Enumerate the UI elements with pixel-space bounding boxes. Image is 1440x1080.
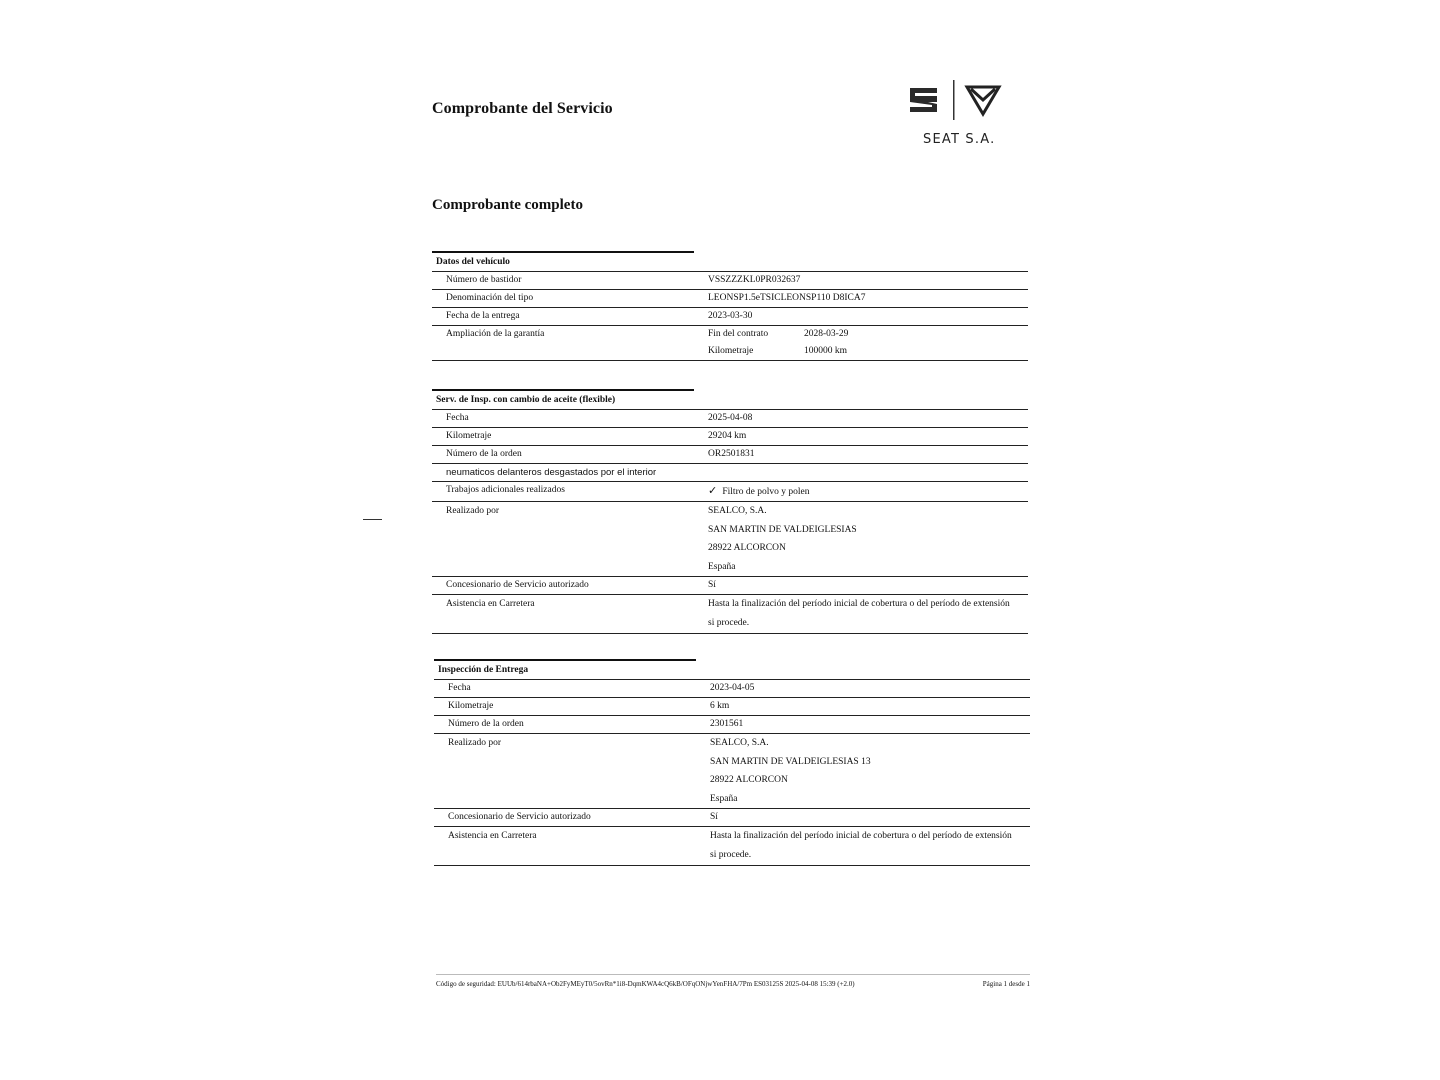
- di-by-label: Realizado por: [448, 738, 502, 748]
- type-row: [432, 290, 1028, 308]
- di-date-row: [434, 680, 1030, 698]
- di-order-row: [434, 716, 1030, 734]
- di-assist-row: [434, 827, 1030, 866]
- type-label: Denominación del tipo: [446, 293, 534, 303]
- assist-line: si procede.: [710, 850, 752, 860]
- di-order-value: 2301561: [710, 719, 744, 729]
- vin-label: Número de bastidor: [446, 275, 522, 285]
- di-dealer-row: [434, 809, 1030, 827]
- di-date-value: 2023-04-05: [710, 683, 755, 693]
- service-dealer-value: Sí: [708, 580, 716, 590]
- assist-line: Hasta la finalización del período inicial de cobertura o del período de extensión: [710, 831, 1012, 841]
- service-order-value: OR2501831: [708, 449, 755, 459]
- service-extra-value: [694, 482, 1028, 501]
- type-value: LEONSP1.5eTSICLEONSP110 D8ICA7: [708, 293, 866, 303]
- page-title: Comprobante del Servicio: [432, 100, 613, 117]
- brand-name: SEAT S.A.: [923, 132, 996, 147]
- service-order-row: [432, 446, 1028, 464]
- service-assist-label: Asistencia en Carretera: [446, 599, 535, 609]
- service-section: [432, 389, 1028, 634]
- service-dealer-label: Concesionario de Servicio autorizado: [446, 580, 589, 590]
- delivery-inspection-section: [434, 659, 1030, 866]
- assist-line: Hasta la finalización del período inicial de cobertura o del período de extensión: [708, 599, 1010, 609]
- warranty-km-value: 100000 km: [804, 346, 848, 356]
- service-km-row: [432, 428, 1028, 446]
- service-order-label: Número de la orden: [446, 449, 522, 459]
- di-date-label: Fecha: [448, 683, 471, 693]
- address-line: SEALCO, S.A.: [708, 506, 767, 516]
- assist-line: si procede.: [708, 618, 750, 628]
- di-km-label: Kilometraje: [448, 701, 494, 711]
- service-extra-row: [432, 482, 1028, 502]
- vin-value: VSSZZZKL0PR032637: [708, 275, 801, 285]
- di-dealer-value: Sí: [710, 812, 718, 822]
- service-km-label: Kilometraje: [446, 431, 492, 441]
- contract-end-value: 2028-03-29: [804, 329, 849, 339]
- footer: [436, 980, 1030, 988]
- service-note: neumaticos delanteros desgastados por el interior: [446, 467, 657, 478]
- margin-mark: [363, 519, 382, 520]
- checkmark-icon: ✓: [708, 484, 718, 497]
- contract-end-label: Fin del contrato: [708, 329, 769, 339]
- page-number: Página 1 desde 1: [982, 980, 1030, 988]
- address-line: SEALCO, S.A.: [710, 738, 769, 748]
- vin-row: [432, 272, 1028, 290]
- service-date-row: [432, 410, 1028, 428]
- address-line: SAN MARTIN DE VALDEIGLESIAS: [708, 524, 857, 535]
- seat-logo: [905, 80, 1015, 155]
- address-line: España: [708, 561, 736, 572]
- delivery-value: 2023-03-30: [708, 311, 753, 321]
- di-assist-value: [696, 827, 1030, 865]
- di-km-value: 6 km: [710, 701, 730, 711]
- service-dealer-row: [432, 577, 1028, 595]
- address-line: 28922 ALCORCON: [708, 543, 786, 553]
- di-by-value: [696, 734, 1030, 808]
- seat-cupra-logo-icon: [905, 80, 1015, 130]
- warranty-km-label: Kilometraje: [708, 346, 754, 356]
- vehicle-heading: Datos del vehículo: [432, 253, 1028, 272]
- address-line: 28922 ALCORCON: [710, 775, 788, 785]
- contract-end-line: [708, 326, 1028, 343]
- address-line: España: [710, 793, 738, 804]
- service-assist-value: [694, 595, 1028, 633]
- service-note-row: [432, 464, 1028, 482]
- delivery-label: Fecha de la entrega: [446, 311, 520, 321]
- di-order-label: Número de la orden: [448, 719, 524, 729]
- service-date-value: 2025-04-08: [708, 413, 753, 423]
- di-assist-label: Asistencia en Carretera: [448, 831, 537, 841]
- warranty-row: [432, 326, 1028, 361]
- warranty-value: [694, 326, 1028, 360]
- service-by-row: [432, 502, 1028, 577]
- warranty-km-line: [708, 343, 1028, 360]
- di-km-row: [434, 698, 1030, 716]
- service-extra-text: Filtro de polvo y polen: [722, 487, 810, 497]
- service-date-label: Fecha: [446, 413, 469, 423]
- service-assist-row: [432, 595, 1028, 634]
- service-extra-label: Trabajos adicionales realizados: [446, 485, 565, 495]
- service-by-label: Realizado por: [446, 506, 500, 516]
- security-code: Código de seguridad: EUUb/614rbaNA+Ob2FyMEyT0/5ovRn*1i8-DqmKWA4cQ6kB/OFqONjwYenFHA/7Pm ES03125S 2025-04-08 15:39 (+2.0): [436, 980, 855, 988]
- service-heading: Serv. de Insp. con cambio de aceite (flexible): [432, 391, 1028, 410]
- di-dealer-label: Concesionario de Servicio autorizado: [448, 812, 591, 822]
- service-by-value: [694, 502, 1028, 576]
- warranty-label: Ampliación de la garantía: [446, 329, 545, 339]
- address-line: SAN MARTIN DE VALDEIGLESIAS 13: [710, 756, 871, 767]
- delivery-inspection-heading: Inspección de Entrega: [434, 661, 1030, 680]
- section-subtitle: Comprobante completo: [432, 197, 583, 213]
- service-km-value: 29204 km: [708, 431, 747, 441]
- di-by-row: [434, 734, 1030, 809]
- vehicle-section: [432, 251, 1028, 361]
- footer-divider: [436, 974, 1030, 975]
- delivery-row: [432, 308, 1028, 326]
